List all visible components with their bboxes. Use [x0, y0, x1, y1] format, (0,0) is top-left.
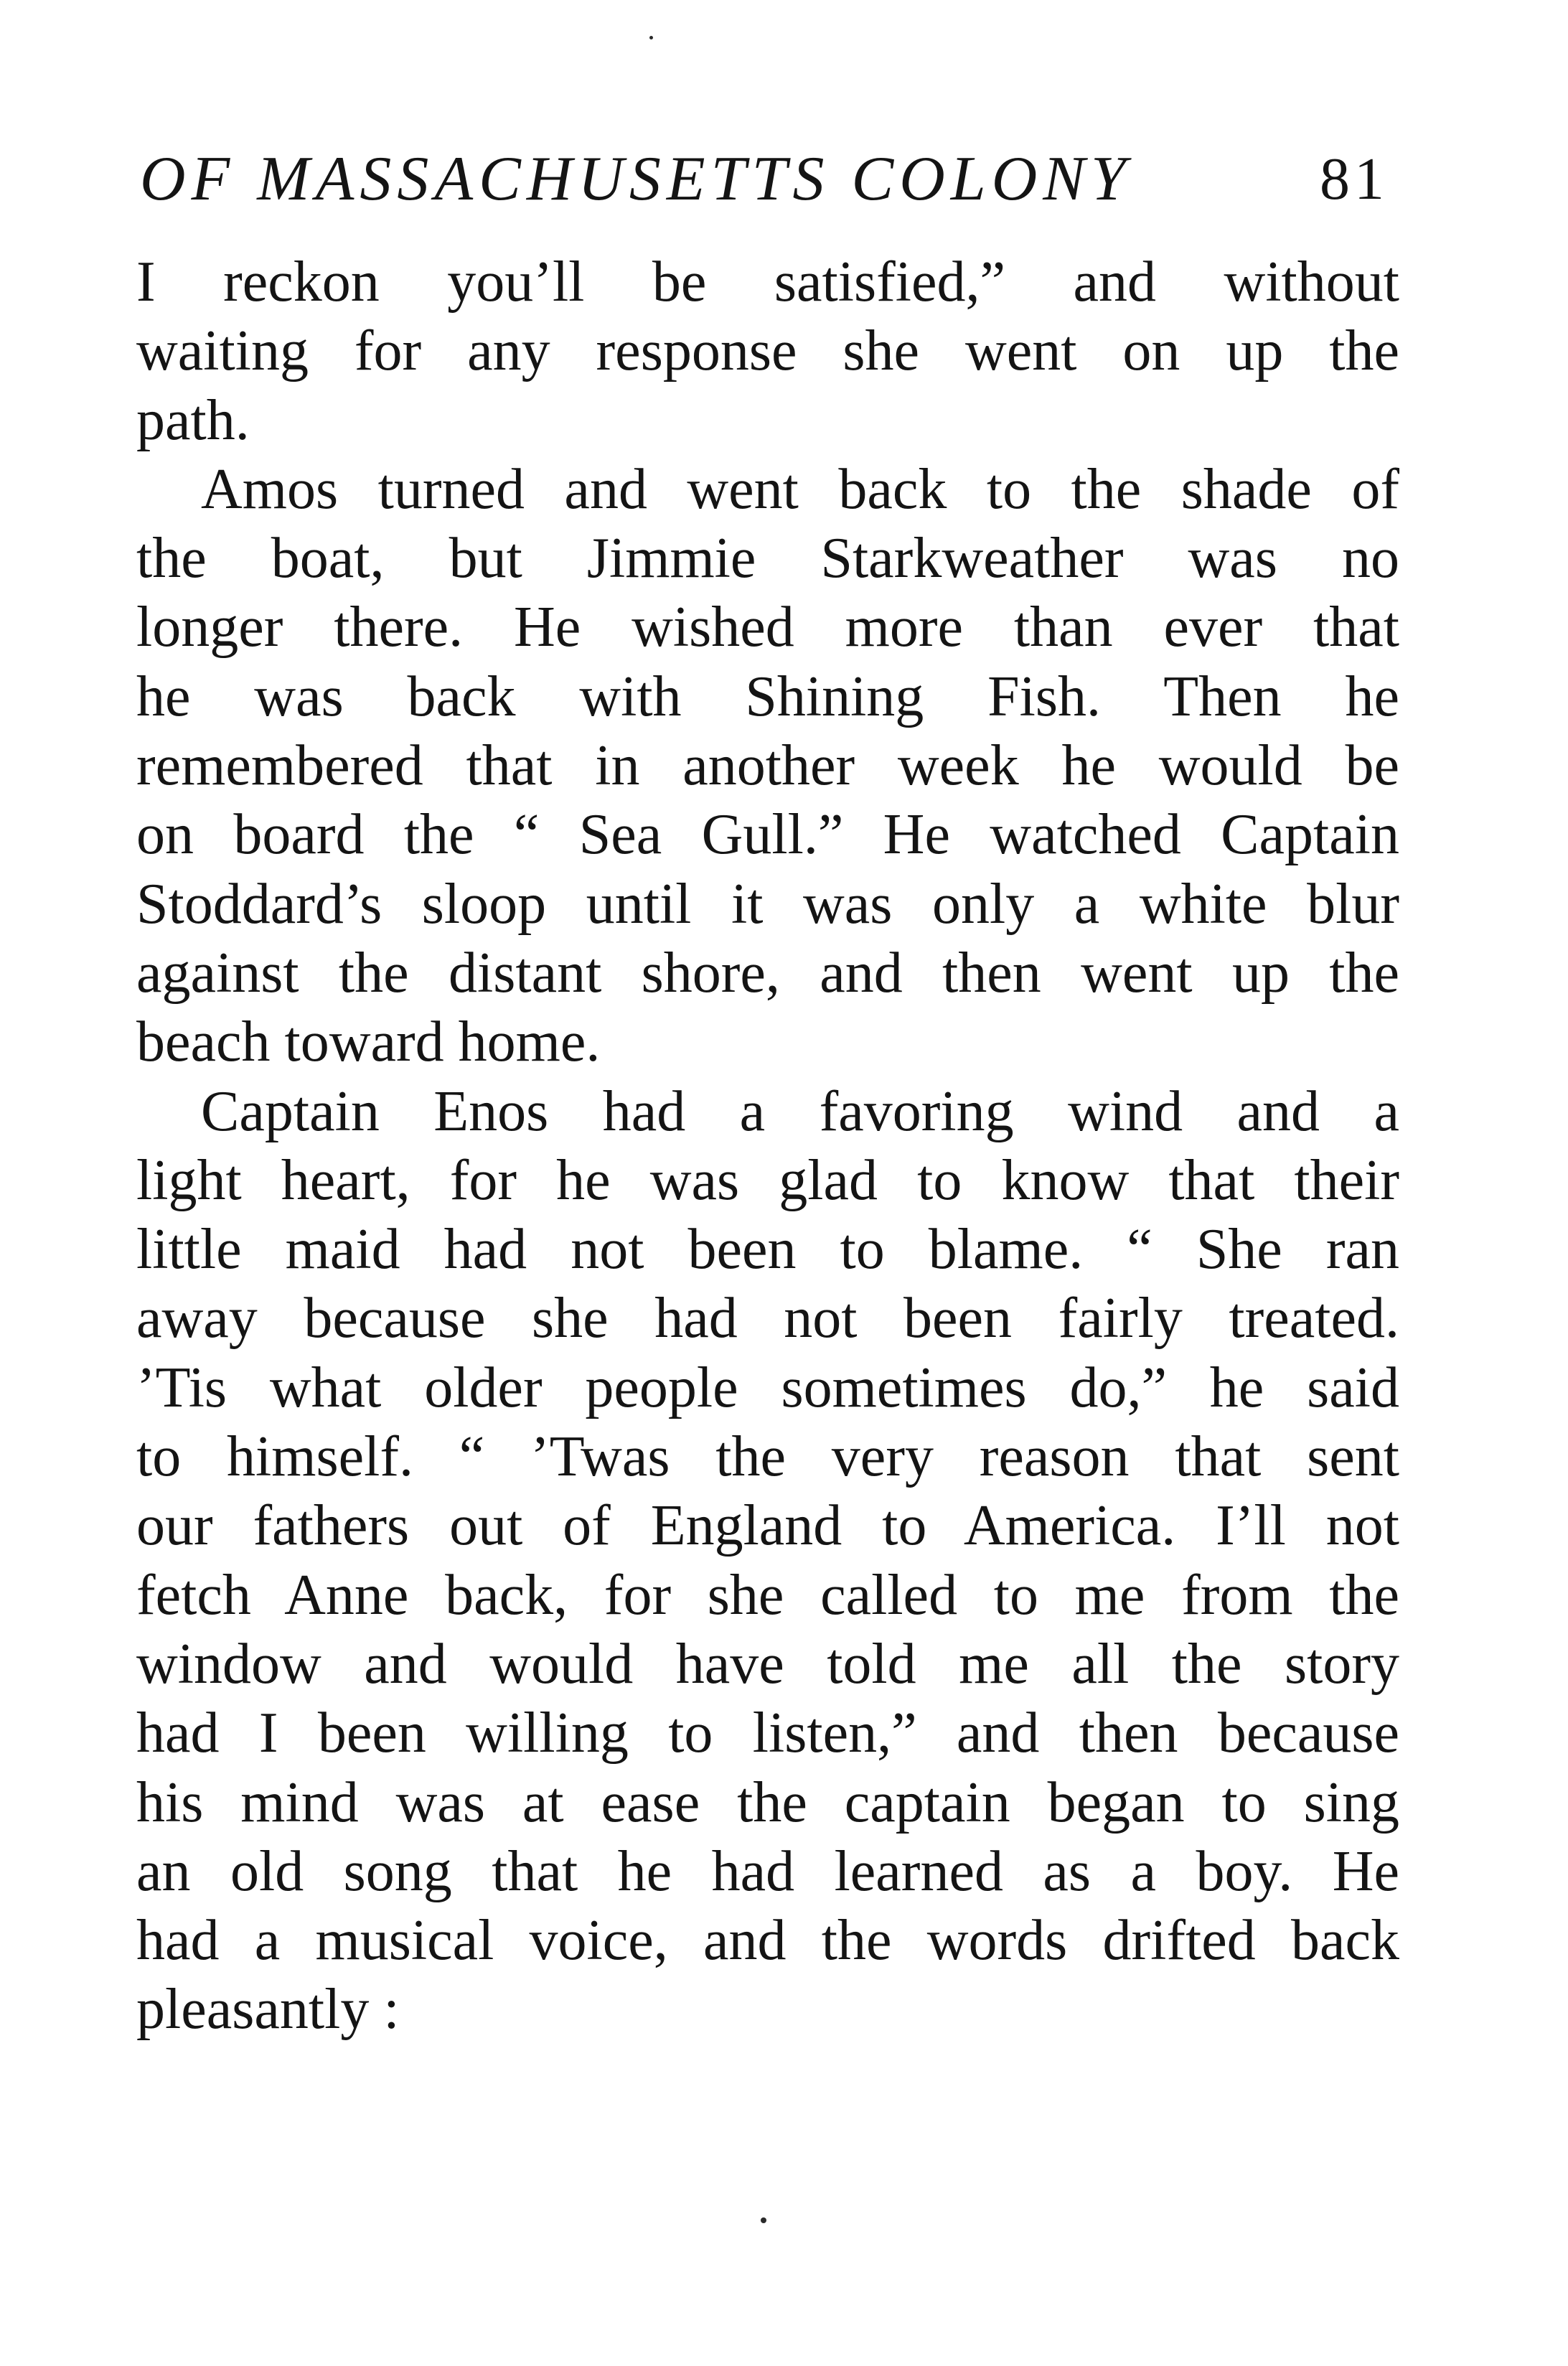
text-line: Stoddard’s sloop until it was only a white blur [136, 872, 1399, 936]
text-line: longer there. He wished more than ever that [136, 596, 1399, 659]
text-line: he was back with Shining Fish. Then he [136, 665, 1399, 728]
text-line: our fathers out of England to America. I’ll not [136, 1494, 1399, 1558]
text-line: fetch Anne back, for she called to me from the [136, 1563, 1399, 1627]
text-line: light heart, for he was glad to know that their [136, 1148, 1399, 1212]
text-line: on board the “ Sea Gull.” He watched Captain [136, 803, 1399, 867]
running-title: OF MASSACHUSETTS COLONY [140, 144, 1132, 214]
text-line: beach toward home. [136, 1010, 601, 1074]
text-line: Captain Enos had a favoring wind and a [201, 1079, 1399, 1143]
text-line: to himself. “ ’Twas the very reason that sent [136, 1425, 1399, 1489]
text-line: window and would have told me all the story [136, 1632, 1399, 1696]
paragraph [136, 1077, 1399, 2045]
text-line: path. [136, 388, 250, 452]
page-header [140, 140, 1389, 219]
text-line: an old song that he had learned as a boy. He [136, 1839, 1399, 1903]
text-line: had a musical voice, and the words drifted back [136, 1909, 1399, 1973]
body-text [136, 248, 1399, 2045]
ink-speck [761, 2217, 766, 2223]
text-line: against the distant shore, and then went up the [136, 941, 1399, 1005]
text-line: ’Tis what older people sometimes do,” he said [136, 1356, 1399, 1419]
text-line: waiting for any response she went on up the [136, 319, 1399, 383]
text-line: his mind was at ease the captain began to sing [136, 1770, 1399, 1834]
text-line: remembered that in another week he would be [136, 734, 1399, 798]
text-line: I reckon you’ll be satisfied,” and without [136, 250, 1399, 314]
text-line: away because she had not been fairly treated. [136, 1287, 1399, 1351]
ink-speck [649, 36, 653, 39]
text-line: the boat, but Jimmie Starkweather was no [136, 527, 1399, 591]
text-line: had I been willing to listen,” and then because [136, 1701, 1399, 1765]
paragraph [136, 248, 1399, 455]
paragraph [136, 455, 1399, 1077]
text-line: little maid had not been to blame. “ She ran [136, 1218, 1399, 1282]
text-line: pleasantly : [136, 1978, 400, 2042]
page-number: 81 [1320, 146, 1389, 212]
text-line: Amos turned and went back to the shade of [201, 457, 1399, 521]
